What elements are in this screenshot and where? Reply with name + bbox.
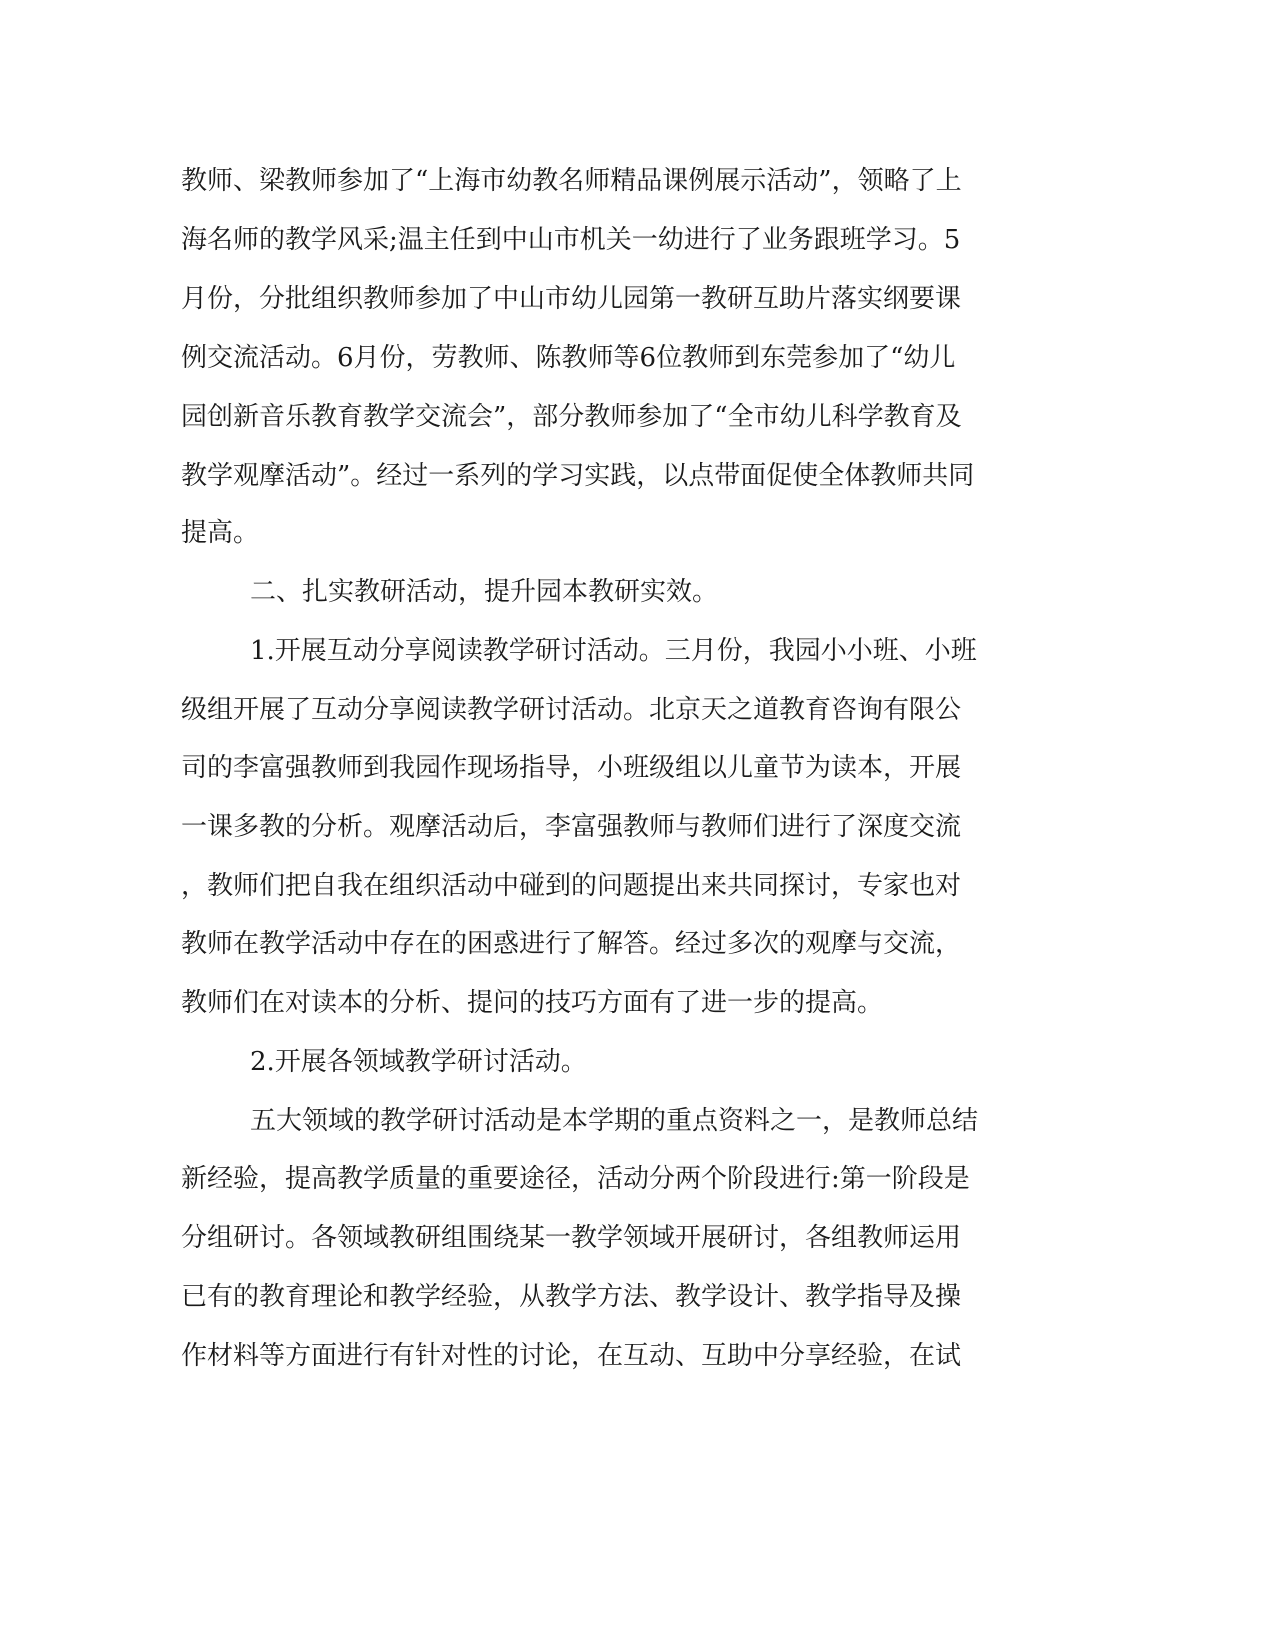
subsection-heading: 2.开展各领域教学研讨活动。 xyxy=(250,1047,587,1077)
paragraph-start-line: 五大领域的教学研讨活动是本学期的重点资料之一，是教师总结 xyxy=(250,1106,979,1136)
text-line: 园创新音乐教育教学交流会”，部分教师参加了“全市幼儿科学教育及 xyxy=(181,402,962,432)
text-line: 新经验，提高教学质量的重要途径，活动分两个阶段进行:第一阶段是 xyxy=(181,1164,970,1194)
text-line: 教学观摩活动”。经过一系列的学习实践，以点带面促使全体教师共同 xyxy=(181,461,975,491)
text-line: 司的李富强教师到我园作现场指导，小班级组以儿童节为读本，开展 xyxy=(181,753,962,783)
text-line: 分组研讨。各领域教研组围绕某一教学领域开展研讨，各组教师运用 xyxy=(181,1223,962,1253)
text-line: 提高。 xyxy=(181,518,260,548)
text-line: ，教师们把自我在组织活动中碰到的问题提出来共同探讨，专家也对 xyxy=(181,871,962,901)
text-line: 作材料等方面进行有针对性的讨论，在互动、互助中分享经验，在试 xyxy=(181,1341,962,1371)
section-heading: 二、扎实教研活动，提升园本教研实效。 xyxy=(250,577,719,607)
text-line: 教师在教学活动中存在的困惑进行了解答。经过多次的观摩与交流， xyxy=(181,929,962,959)
text-line: 一课多教的分析。观摩活动后，李富强教师与教师们进行了深度交流 xyxy=(181,812,962,842)
text-line: 海名师的教学风采;温主任到中山市机关一幼进行了业务跟班学习。5 xyxy=(181,225,961,255)
paragraph-start-line: 1.开展互动分享阅读教学研讨活动。三月份，我园小小班、小班 xyxy=(250,636,977,666)
text-line: 教师、梁教师参加了“上海市幼教名师精品课例展示活动”，领略了上 xyxy=(181,166,962,196)
text-line: 已有的教育理论和教学经验，从教学方法、教学设计、教学指导及操 xyxy=(181,1282,962,1312)
text-line: 月份，分批组织教师参加了中山市幼儿园第一教研互助片落实纲要课 xyxy=(181,284,962,314)
text-line: 级组开展了互动分享阅读教学研讨活动。北京天之道教育咨询有限公 xyxy=(181,695,962,725)
text-line: 例交流活动。6月份，劳教师、陈教师等6位教师到东莞参加了“幼儿 xyxy=(181,343,956,373)
text-line: 教师们在对读本的分析、提问的技巧方面有了进一步的提高。 xyxy=(181,988,884,1018)
